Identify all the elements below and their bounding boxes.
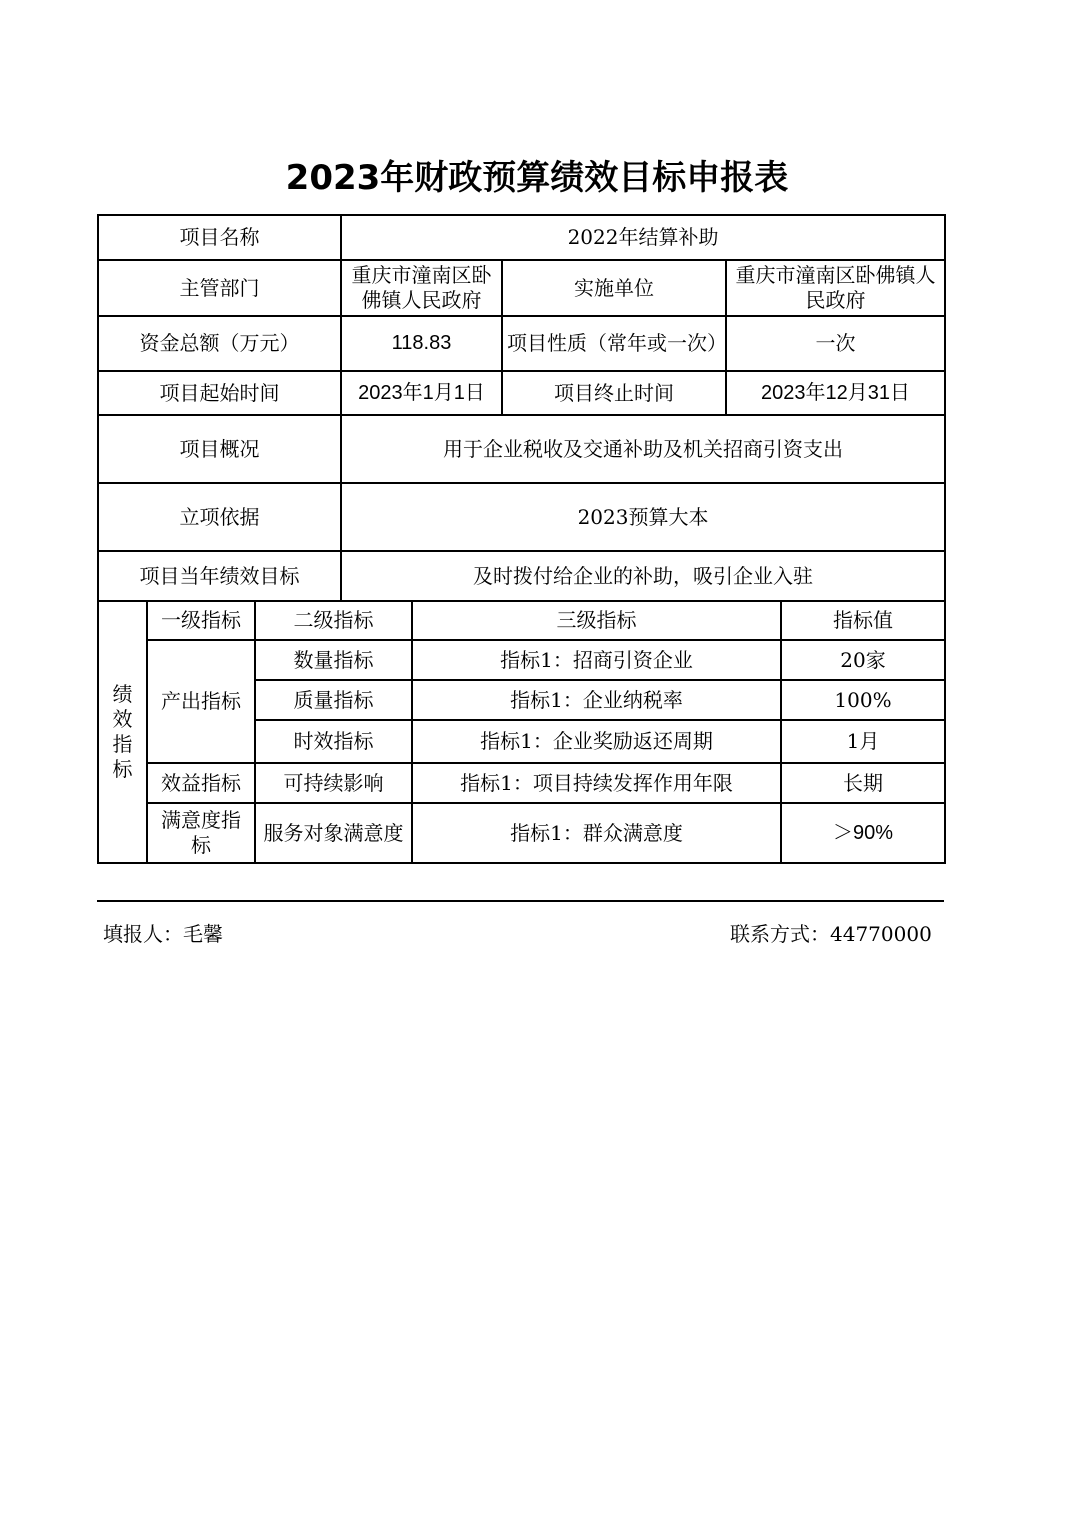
overview-label: 项目概况 (98, 415, 341, 483)
page-title: 2023年财政预算绩效目标申报表 (285, 158, 789, 198)
level1-benefit: 效益指标 (147, 763, 255, 803)
project-name-value: 2022年结算补助 (341, 215, 945, 260)
start-time-label: 项目起始时间 (98, 371, 341, 415)
header-level3: 三级指标 (412, 601, 781, 640)
row-dates (98, 371, 945, 415)
filler-name: 填报人：毛馨 (103, 922, 223, 946)
project-nature-value: 一次 (726, 316, 945, 371)
end-time-label: 项目终止时间 (502, 371, 726, 415)
project-name-label: 项目名称 (98, 215, 341, 260)
output-indicator-label: 产出指标 (147, 640, 255, 763)
value-quantity: 20家 (781, 640, 945, 680)
row-overview (98, 415, 945, 483)
annual-goal-label: 项目当年绩效目标 (98, 551, 341, 601)
project-nature-label: 项目性质（常年或一次） (502, 316, 726, 371)
fund-total-label: 资金总额（万元） (98, 316, 341, 371)
level1-satisfaction: 满意度指标 (147, 803, 255, 863)
contact-info: 联系方式：44770000 (730, 922, 932, 946)
indicator-row-satisfaction (98, 803, 945, 863)
row-fund (98, 316, 945, 371)
row-basis (98, 483, 945, 551)
value-benefit: 长期 (781, 763, 945, 803)
overview-value: 用于企业税收及交通补助及机关招商引资支出 (341, 415, 945, 483)
row-project-name (98, 215, 945, 260)
value-timeliness: 1月 (781, 720, 945, 763)
annual-goal-value: 及时拨付给企业的补助，吸引企业入驻 (341, 551, 945, 601)
level3-benefit: 指标1：项目持续发挥作用年限 (412, 763, 781, 803)
value-quality: 100% (781, 680, 945, 720)
department-label: 主管部门 (98, 260, 341, 316)
row-department (98, 260, 945, 316)
footer-divider (97, 900, 944, 902)
level2-satisfaction: 服务对象满意度 (255, 803, 412, 863)
budget-form-table (97, 214, 946, 864)
level2-benefit: 可持续影响 (255, 763, 412, 803)
level3-quantity: 指标1：招商引资企业 (412, 640, 781, 680)
level3-satisfaction: 指标1：群众满意度 (412, 803, 781, 863)
header-level2: 二级指标 (255, 601, 412, 640)
department-value: 重庆市潼南区卧佛镇人民政府 (341, 260, 502, 316)
level2-quality: 质量指标 (255, 680, 412, 720)
implementing-unit-label: 实施单位 (502, 260, 726, 316)
header-level1: 一级指标 (147, 601, 255, 640)
level3-timeliness: 指标1：企业奖励返还周期 (412, 720, 781, 763)
basis-value: 2023预算大本 (341, 483, 945, 551)
level3-quality: 指标1：企业纳税率 (412, 680, 781, 720)
fund-total-value: 118.83 (341, 316, 502, 371)
performance-indicator-section-label (98, 601, 147, 863)
level2-timeliness: 时效指标 (255, 720, 412, 763)
row-annual-goal (98, 551, 945, 601)
indicator-header-row (98, 601, 945, 640)
level2-quantity: 数量指标 (255, 640, 412, 680)
implementing-unit-value: 重庆市潼南区卧佛镇人民政府 (726, 260, 945, 316)
indicator-row-quantity (98, 640, 945, 680)
header-value: 指标值 (781, 601, 945, 640)
end-time-value: 2023年12月31日 (726, 371, 945, 415)
value-satisfaction: ＞90% (781, 803, 945, 863)
indicator-row-benefit (98, 763, 945, 803)
start-time-value: 2023年1月1日 (341, 371, 502, 415)
basis-label: 立项依据 (98, 483, 341, 551)
performance-indicator-text: 绩效指标 (112, 682, 133, 781)
